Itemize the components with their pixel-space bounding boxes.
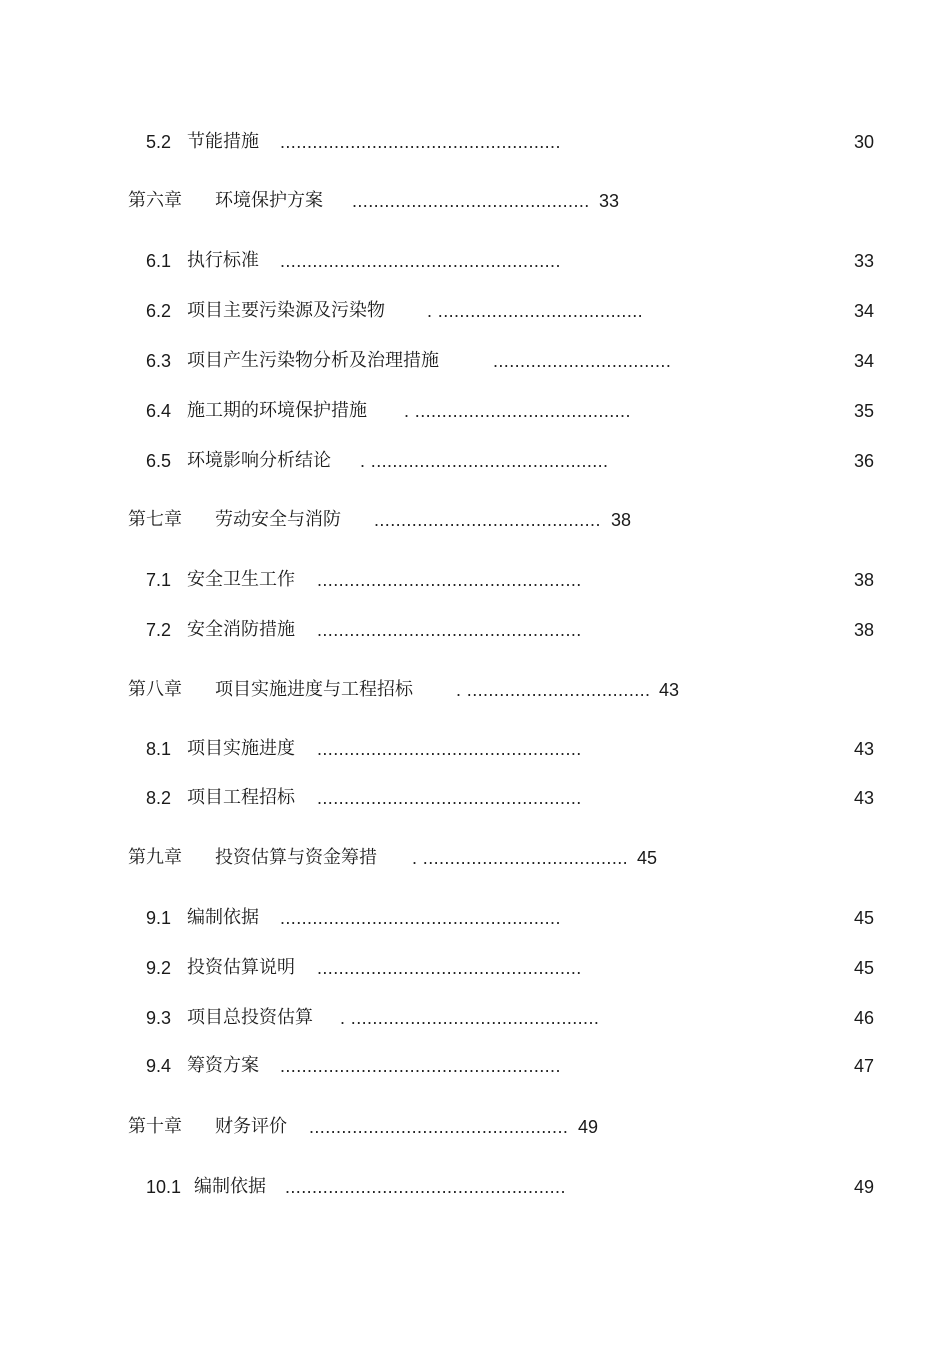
leader-dots: ................................. [493, 351, 672, 371]
chapter-title: 投资估算与资金筹措 [215, 847, 377, 868]
leader-dots: .......................................... [374, 510, 601, 530]
section-number: 9.3 [146, 1008, 172, 1028]
section-number: 8.2 [146, 788, 172, 808]
page-number: 47 [854, 1056, 875, 1076]
section-title: 编制依据 [194, 1176, 266, 1197]
page-number: 33 [599, 191, 620, 211]
leader-dots: .................................................... [280, 132, 561, 152]
toc-chapter [0, 188, 950, 214]
section-title: 项目实施进度 [187, 738, 295, 759]
page-number: 34 [854, 351, 875, 371]
section-number: 6.1 [146, 251, 172, 271]
section-number: 6.5 [146, 451, 172, 471]
section-title: 安全消防措施 [187, 619, 295, 640]
section-title: 项目总投资估算 [187, 1007, 313, 1028]
page-number: 46 [854, 1008, 875, 1028]
section-title: 环境影响分析结论 [187, 450, 331, 471]
page-number: 34 [854, 301, 875, 321]
toc-entry [0, 736, 950, 762]
section-number: 6.4 [146, 401, 172, 421]
leader-dots: ................................................. [317, 570, 582, 590]
leader-dots: ................................................. [317, 788, 582, 808]
leader-dots: ............................................ [352, 191, 590, 211]
chapter-title: 项目实施进度与工程招标 [215, 679, 413, 700]
chapter-prefix: 第七章 [128, 509, 182, 530]
leader-dots: . ...................................... [412, 848, 629, 868]
toc-entry [0, 785, 950, 811]
section-number: 9.2 [146, 958, 172, 978]
leader-dots: .................................................... [285, 1177, 566, 1197]
toc-entry [0, 398, 950, 424]
section-number: 9.1 [146, 908, 172, 928]
leader-dots: ................................................. [317, 739, 582, 759]
toc-entry [0, 1005, 950, 1031]
page-number: 49 [854, 1177, 875, 1197]
page-number: 45 [854, 908, 875, 928]
section-title: 执行标准 [187, 250, 259, 271]
toc-entry [0, 448, 950, 474]
leader-dots: . ........................................ [404, 401, 631, 421]
leader-dots: . .................................. [456, 680, 651, 700]
section-number: 6.3 [146, 351, 172, 371]
page-number: 43 [854, 739, 875, 759]
leader-dots: .................................................... [280, 1056, 561, 1076]
page-number: 49 [578, 1117, 599, 1137]
chapter-prefix: 第八章 [128, 679, 182, 700]
page-number: 45 [637, 848, 658, 868]
page-number: 38 [854, 570, 875, 590]
section-number: 10.1 [146, 1177, 182, 1197]
toc-chapter [0, 677, 950, 703]
page-number: 43 [659, 680, 680, 700]
toc-entry [0, 617, 950, 643]
toc-entry [0, 248, 950, 274]
toc-entry [0, 955, 950, 981]
leader-dots: ................................................. [317, 620, 582, 640]
section-number: 6.2 [146, 301, 172, 321]
leader-dots: .................................................... [280, 908, 561, 928]
page-number: 35 [854, 401, 875, 421]
toc-chapter [0, 507, 950, 533]
leader-dots: . ...................................... [427, 301, 644, 321]
chapter-prefix: 第九章 [128, 847, 182, 868]
section-title: 节能措施 [187, 131, 259, 152]
chapter-title: 环境保护方案 [215, 190, 323, 211]
page-number: 36 [854, 451, 875, 471]
section-number: 7.1 [146, 570, 172, 590]
section-number: 9.4 [146, 1056, 172, 1076]
section-title: 筹资方案 [187, 1055, 259, 1076]
section-title: 项目主要污染源及污染物 [187, 300, 385, 321]
toc-entry [0, 1053, 950, 1079]
page-number: 45 [854, 958, 875, 978]
section-title: 项目产生污染物分析及治理措施 [187, 350, 439, 371]
page-number: 30 [854, 132, 875, 152]
page-number: 38 [611, 510, 632, 530]
toc-chapter [0, 1114, 950, 1140]
toc-entry [0, 298, 950, 324]
page-number: 38 [854, 620, 875, 640]
chapter-prefix: 第十章 [128, 1116, 182, 1137]
chapter-title: 财务评价 [215, 1116, 287, 1137]
toc-entry [0, 567, 950, 593]
section-title: 编制依据 [187, 907, 259, 928]
section-title: 施工期的环境保护措施 [187, 400, 367, 421]
toc-entry [0, 348, 950, 374]
toc-entry [0, 905, 950, 931]
section-number: 5.2 [146, 132, 172, 152]
chapter-prefix: 第六章 [128, 190, 182, 211]
page-number: 33 [854, 251, 875, 271]
section-title: 投资估算说明 [187, 957, 295, 978]
leader-dots: . ............................................ [360, 451, 609, 471]
section-number: 7.2 [146, 620, 172, 640]
toc-entry [0, 129, 950, 155]
section-title: 项目工程招标 [187, 787, 295, 808]
chapter-title: 劳动安全与消防 [215, 509, 341, 530]
section-number: 8.1 [146, 739, 172, 759]
leader-dots: ................................................. [317, 958, 582, 978]
toc-entry [0, 1174, 950, 1200]
section-title: 安全卫生工作 [187, 569, 295, 590]
leader-dots: . .............................................. [340, 1008, 600, 1028]
page-number: 43 [854, 788, 875, 808]
toc-chapter [0, 845, 950, 871]
leader-dots: .................................................... [280, 251, 561, 271]
leader-dots: ................................................ [309, 1117, 569, 1137]
